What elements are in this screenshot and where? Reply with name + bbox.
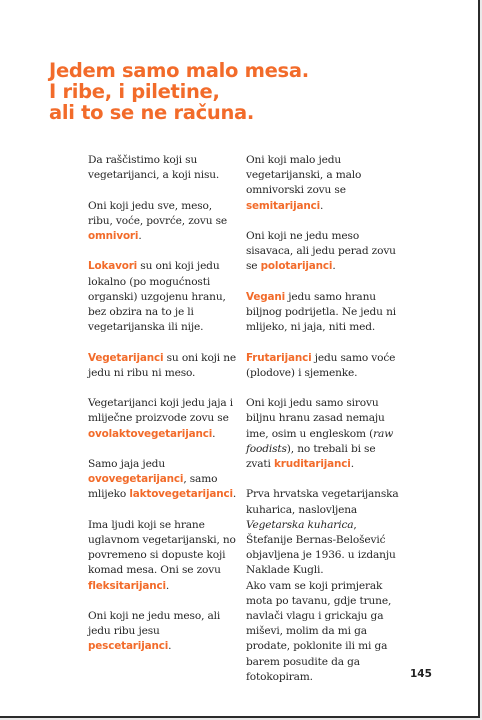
text: . (212, 427, 216, 440)
text: . (332, 260, 336, 273)
text: . (232, 488, 237, 501)
paragraph (246, 396, 401, 472)
paragraph (88, 351, 238, 381)
text: , Štefanije Bernas-Belošević objavljena je 1936. u izdanju Naklade Kugli. (246, 518, 396, 577)
text: Da raščistimo koji su vegetarijanci, a koji nisu. (88, 154, 220, 182)
term-omnivori: omnivori (88, 230, 139, 242)
text: su oni koji jedu lokalno (po mogućnosti organski) uzgojenu hranu, bez obzira na to je li vegetarijanska ili nije. (88, 260, 226, 334)
term-polotarijanci: polotarijanci (260, 260, 333, 273)
paragraph (88, 259, 238, 335)
paragraph (246, 153, 401, 214)
text: su oni koji ne jedu ni ribu ni meso. (88, 351, 237, 379)
term-laktovegetarijanci: laktovegetarijanci (129, 488, 233, 501)
paragraph (246, 229, 401, 275)
term-ovolaktovegetarijanci: ovolaktovegetarijanci (88, 427, 213, 440)
chapter-heading (49, 60, 309, 123)
term-vegani: Vegani (246, 290, 286, 303)
paragraph (88, 153, 238, 183)
heading-line-1: Jedem samo malo mesa. (49, 59, 309, 82)
text: Ako vam se koji primjerak mota po tavanu, gdje trune, navlači vlagu i grickaju ga miševi, molim da mi ga prodate, poklonite ili mi ga barem posudite da ga fotokopiram. (246, 579, 392, 683)
right-column (246, 153, 401, 700)
text: . (165, 579, 170, 592)
text: Oni koji ne jedu meso sisavaca, ali jedu perad zovu se (246, 230, 396, 273)
text: Oni koji jedu samo sirovu biljnu hranu zasad nemaju ime, osim u engleskom ( (246, 397, 385, 440)
paragraph (246, 290, 401, 336)
english-term: raw foodists (246, 427, 394, 455)
text: Ima ljudi koji se hrane uglavnom vegetarijanski, no povremeno si dopuste koji komad mesa. Oni se zovu (88, 518, 236, 577)
paragraph (88, 609, 238, 655)
text: , samo mlijeko (88, 473, 218, 501)
term-semitarijanci: semitarijanci (246, 199, 321, 212)
paragraph (88, 457, 238, 503)
text: Vegetarijanci koji jedu jaja i mliječne proizvode zovu se (88, 397, 233, 425)
text: ), no trebali bi se zvati (246, 442, 376, 470)
page-number: 145 (410, 668, 432, 680)
paragraph (246, 487, 401, 685)
paragraph (88, 199, 238, 245)
heading-line-2: I ribe, i piletine, (49, 80, 220, 103)
text: . (168, 640, 172, 653)
text: Prva hrvatska vegetarijanska kuharica, naslovljena (246, 488, 399, 516)
text: jedu samo hranu biljnog podrijetla. Ne jedu ni mlijeko, ni jaja, niti med. (246, 290, 396, 334)
text: Oni koji ne jedu meso, ali jedu ribu jesu (88, 609, 221, 638)
term-pescetarijanci: pescetarijanci (88, 640, 169, 653)
paragraph (88, 396, 238, 442)
text: jedu samo voće (plodove) i sjemenke. (246, 351, 396, 379)
text: . (138, 230, 142, 242)
term-vegetarijanci: Vegetarijanci (88, 351, 164, 364)
paragraph (88, 518, 238, 594)
left-column (88, 153, 238, 670)
term-ovovegetarijanci: ovovegetarijanci (88, 473, 184, 486)
text: Oni koji malo jedu vegetarijanski, a malo omnivorski zovu se (246, 154, 362, 197)
term-kruditarijanci: kruditarijanci (274, 458, 351, 470)
term-lokavori: Lokavori (88, 260, 138, 273)
heading-line-3: ali to se ne računa. (49, 101, 255, 124)
text: . (350, 458, 354, 470)
term-frutarijanci: Frutarijanci (246, 351, 312, 364)
text: . (320, 199, 324, 212)
term-fleksitarijanci: fleksitarijanci (88, 579, 166, 592)
book-title: Vegetarska kuharica (246, 518, 354, 531)
paragraph (246, 351, 401, 381)
text: Samo jaja jedu (88, 457, 165, 470)
text: Oni koji jedu sve, meso, ribu, voće, povrće, zovu se (88, 199, 228, 227)
